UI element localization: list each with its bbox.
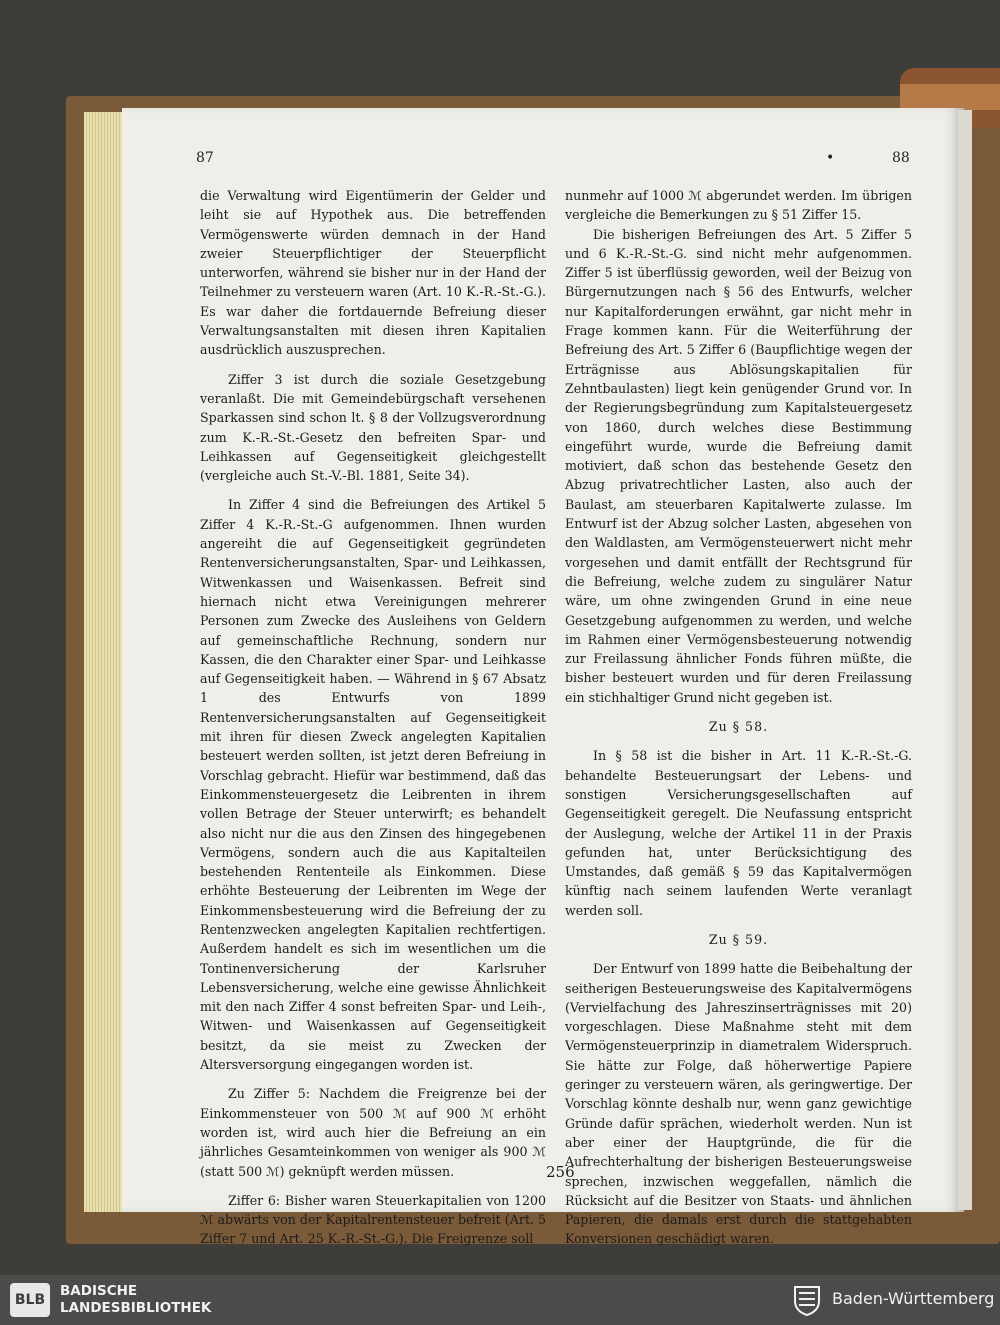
library-name-line1: BADISCHE: [60, 1283, 138, 1299]
left-text-column: [200, 186, 546, 1249]
right-page-dot: •: [826, 150, 835, 166]
paragraph: Die bisherigen Befreiungen des Art. 5 Ziffer 5 und 6 K.-R.-St.-G. sind nicht mehr aufgenommen. Ziffer 5 ist überflüssig geworden, weil der Beizug von Bürgernutzungen nach § 56 des Entwurfs, welcher nur Kapitalforderungen erwähnt, gar nicht mehr in Frage kommen kann. Für die Weiterführung der Befreiung des Art. 5 Ziffer 6 (Baupflichtige wegen der Erträgnisse aus Ablösungskapitalien für Zehntbaulasten) liegt kein genügender Grund vor. In der Regierungsbegründung zum Kapitalsteuergesetz von 1860, durch welches diese Bestimmung eingeführt wurde, wurde die Befreiung damit motiviert, daß schon das bestehende Gesetz den Abzug privatrechtlicher Lasten, also auch der Baulast, am steuerbaren Kapitalwerte zulasse. Im Entwurf ist der Abzug solcher Lasten, abgesehen von den Waldlasten, am Vermögensteuerwert nicht mehr vorgesehen und damit entfällt der Rechtsgrund für die Befreiung, welche zudem zu singulärer Natur wäre, um ohne zwingenden Grund in eine neue Gesetzgebung aufgenommen zu werden, und welche im Rahmen einer Vermögensbesteuerung notwendig zur Freilassung ähnlicher Fonds führen müßte, die bisher besteuert wurden und für deren Freilassung ein stichhaltiger Grund nicht gegeben ist.: [565, 226, 912, 705]
paragraph: nunmehr auf 1000 ℳ abgerundet werden. Im übrigen vergleiche die Bemerkungen zu § 51 Ziffer 15.: [565, 188, 912, 223]
paragraph: Ziffer 6: Bisher waren Steuerkapitalien von 1200 ℳ abwärts von der Kapitalrentensteuer befreit (Art. 5 Ziffer 7 und Art. 25 K.-R.-St.-G.). Die Freigrenze soll: [200, 1192, 546, 1247]
page-edges: [84, 112, 126, 1212]
page-gutter: [958, 110, 972, 1210]
right-text-column: [565, 186, 912, 1249]
state-name[interactable]: Baden-Württemberg: [832, 1289, 995, 1308]
paragraph: In § 58 ist die bisher in Art. 11 K.-R.-St.-G. behandelte Besteuerungsart der Lebens- und sonstigen Versicherungsgesellschaften auf Gegenseitigkeit geregelt. Die Neufassung entspricht der Auslegung, welche der Artikel 11 in der Praxis gefunden hat, unter Berücksichtigung des Umstandes, daß gemäß § 59 das Kapitalvermögen künftig nach seinem laufenden Werte veranlagt werden soll.: [565, 748, 912, 918]
state-crest-icon: [792, 1283, 822, 1317]
section-heading-59: Zu § 59.: [708, 931, 769, 947]
section-heading-58: Zu § 58.: [708, 719, 769, 735]
footer-page-number: 256: [546, 1163, 575, 1181]
paragraph: In Ziffer 4 sind die Befreiungen des Artikel 5 Ziffer 4 K.-R.-St.-G aufgenommen. Ihnen wurden angereiht die auf Gegenseitigkeit gegründeten Rentenversicherungsanstalten, Spar- und Leihkassen, Witwenkassen und Waisenkassen. Befreit sind hiernach nicht etwa Vereinigungen mehrerer Personen zum Zwecke des Ausleihens von Geldern auf gemeinschaftliche Rechnung, sondern nur Kassen, die den Charakter einer Spar- und Leihkasse auf Gegenseitigkeit haben. — Während in § 67 Absatz 1 des Entwurfs von 1899 Rentenversicherungsanstalten auf Gegenseitigkeit mit ihren für diesen Zweck angelegten Kapitalien besteuert werden sollten, ist jetzt deren Befreiung in Vorschlag gebracht. Hiefür war bestimmend, daß das Einkommensteuergesetz die Leibrenten in ihrem vollen Betrage der Steuer unterwirft; es behandelt also nicht nur die aus den Zinsen des hingegebenen Vermögens, sondern auch die aus Kapitalteilen bestehenden Rententeile als Einkommen. Diese erhöhte Besteuerung der Leibrenten im Wege der Einkommensbesteuerung wird die Befreiung der zu Rentenzwecken angelegten Kapitalien rechtfertigen. Außerdem handelt es sich im wesentlichen um die Tontinenversicherung der Karlsruher Lebensversicherung, welche eine gewisse Ähnlichkeit mit den nach Ziffer 4 sonst befreiten Spar- und Leih-, Witwen- und Waisenkassen auf Gegenseitigkeit besitzt, da sie meist zu Zwecken der Altersversorgung eingegangen worden ist.: [200, 497, 546, 1073]
library-name[interactable]: [60, 1283, 211, 1317]
right-page-number: 88: [892, 150, 910, 166]
paragraph: Zu Ziffer 5: Nachdem die Freigrenze bei der Einkommensteuer von 500 ℳ auf 900 ℳ erhöht worden ist, wird auch hier die Befreiung an ein jährliches Gesamteinkommen von weniger als 900 ℳ (statt 500 ℳ) geknüpft werden müssen.: [200, 1086, 546, 1179]
paragraph: Der Entwurf von 1899 hatte die Beibehaltung der seitherigen Besteuerungsweise des Kapitalvermögens (Vervielfachung des Jahreszinserträgnisses mit 20) vorgeschlagen. Diese Maßnahme steht mit dem Vermögensteuerprinzip in diametralem Widerspruch. Sie hätte zur Folge, daß höherwertige Papiere geringer zu versteuern wären, als geringwertige. Der Vorschlag könnte deshalb nur, wenn ganz gewichtige Gründe dafür sprächen, wiederholt werden. Nun ist aber einer der Hauptgründe, die für die Aufrechterhaltung der bisherigen Besteuerungsweise sprechen, inzwischen weggefallen, nämlich die Rücksicht auf die Besitzer von Staats- und ähnlichen Papieren, die damals erst durch die stattgehabten Konversionen geschädigt waren.: [565, 961, 912, 1247]
left-page-number: 87: [196, 150, 214, 166]
paragraph: Ziffer 3 ist durch die soziale Gesetzgebung veranlaßt. Die mit Gemeindebürgschaft versehenen Sparkassen sind schon lt. § 8 der Vollzugsverordnung zum K.-R.-St.-Gesetz den befreiten Spar- und Leihkassen auf Gegenseitigkeit gleichgestellt (vergleiche auch St.-V.-Bl. 1881, Seite 34).: [200, 371, 546, 484]
blb-logo-icon[interactable]: BLB: [10, 1283, 50, 1317]
footer-bar: [0, 1275, 1000, 1325]
library-name-line2: LANDESBIBLIOTHEK: [60, 1300, 212, 1316]
paragraph: die Verwaltung wird Eigentümerin der Gelder und leiht sie auf Hypothek aus. Die betreffenden Vermögenswerte würden demnach in der Hand zweier Steuerpflichtiger der Steuerpflicht unterworfen, während sie bisher nur in der Hand der Teilnehmer zu versteuern waren (Art. 10 K.-R.-St.-G.). Es war daher die fortdauernde Befreiung dieser Verwaltungsanstalten mit diesen ihren Kapitalien ausdrücklich auszusprechen.: [200, 188, 546, 358]
spine-band: [900, 84, 1000, 110]
